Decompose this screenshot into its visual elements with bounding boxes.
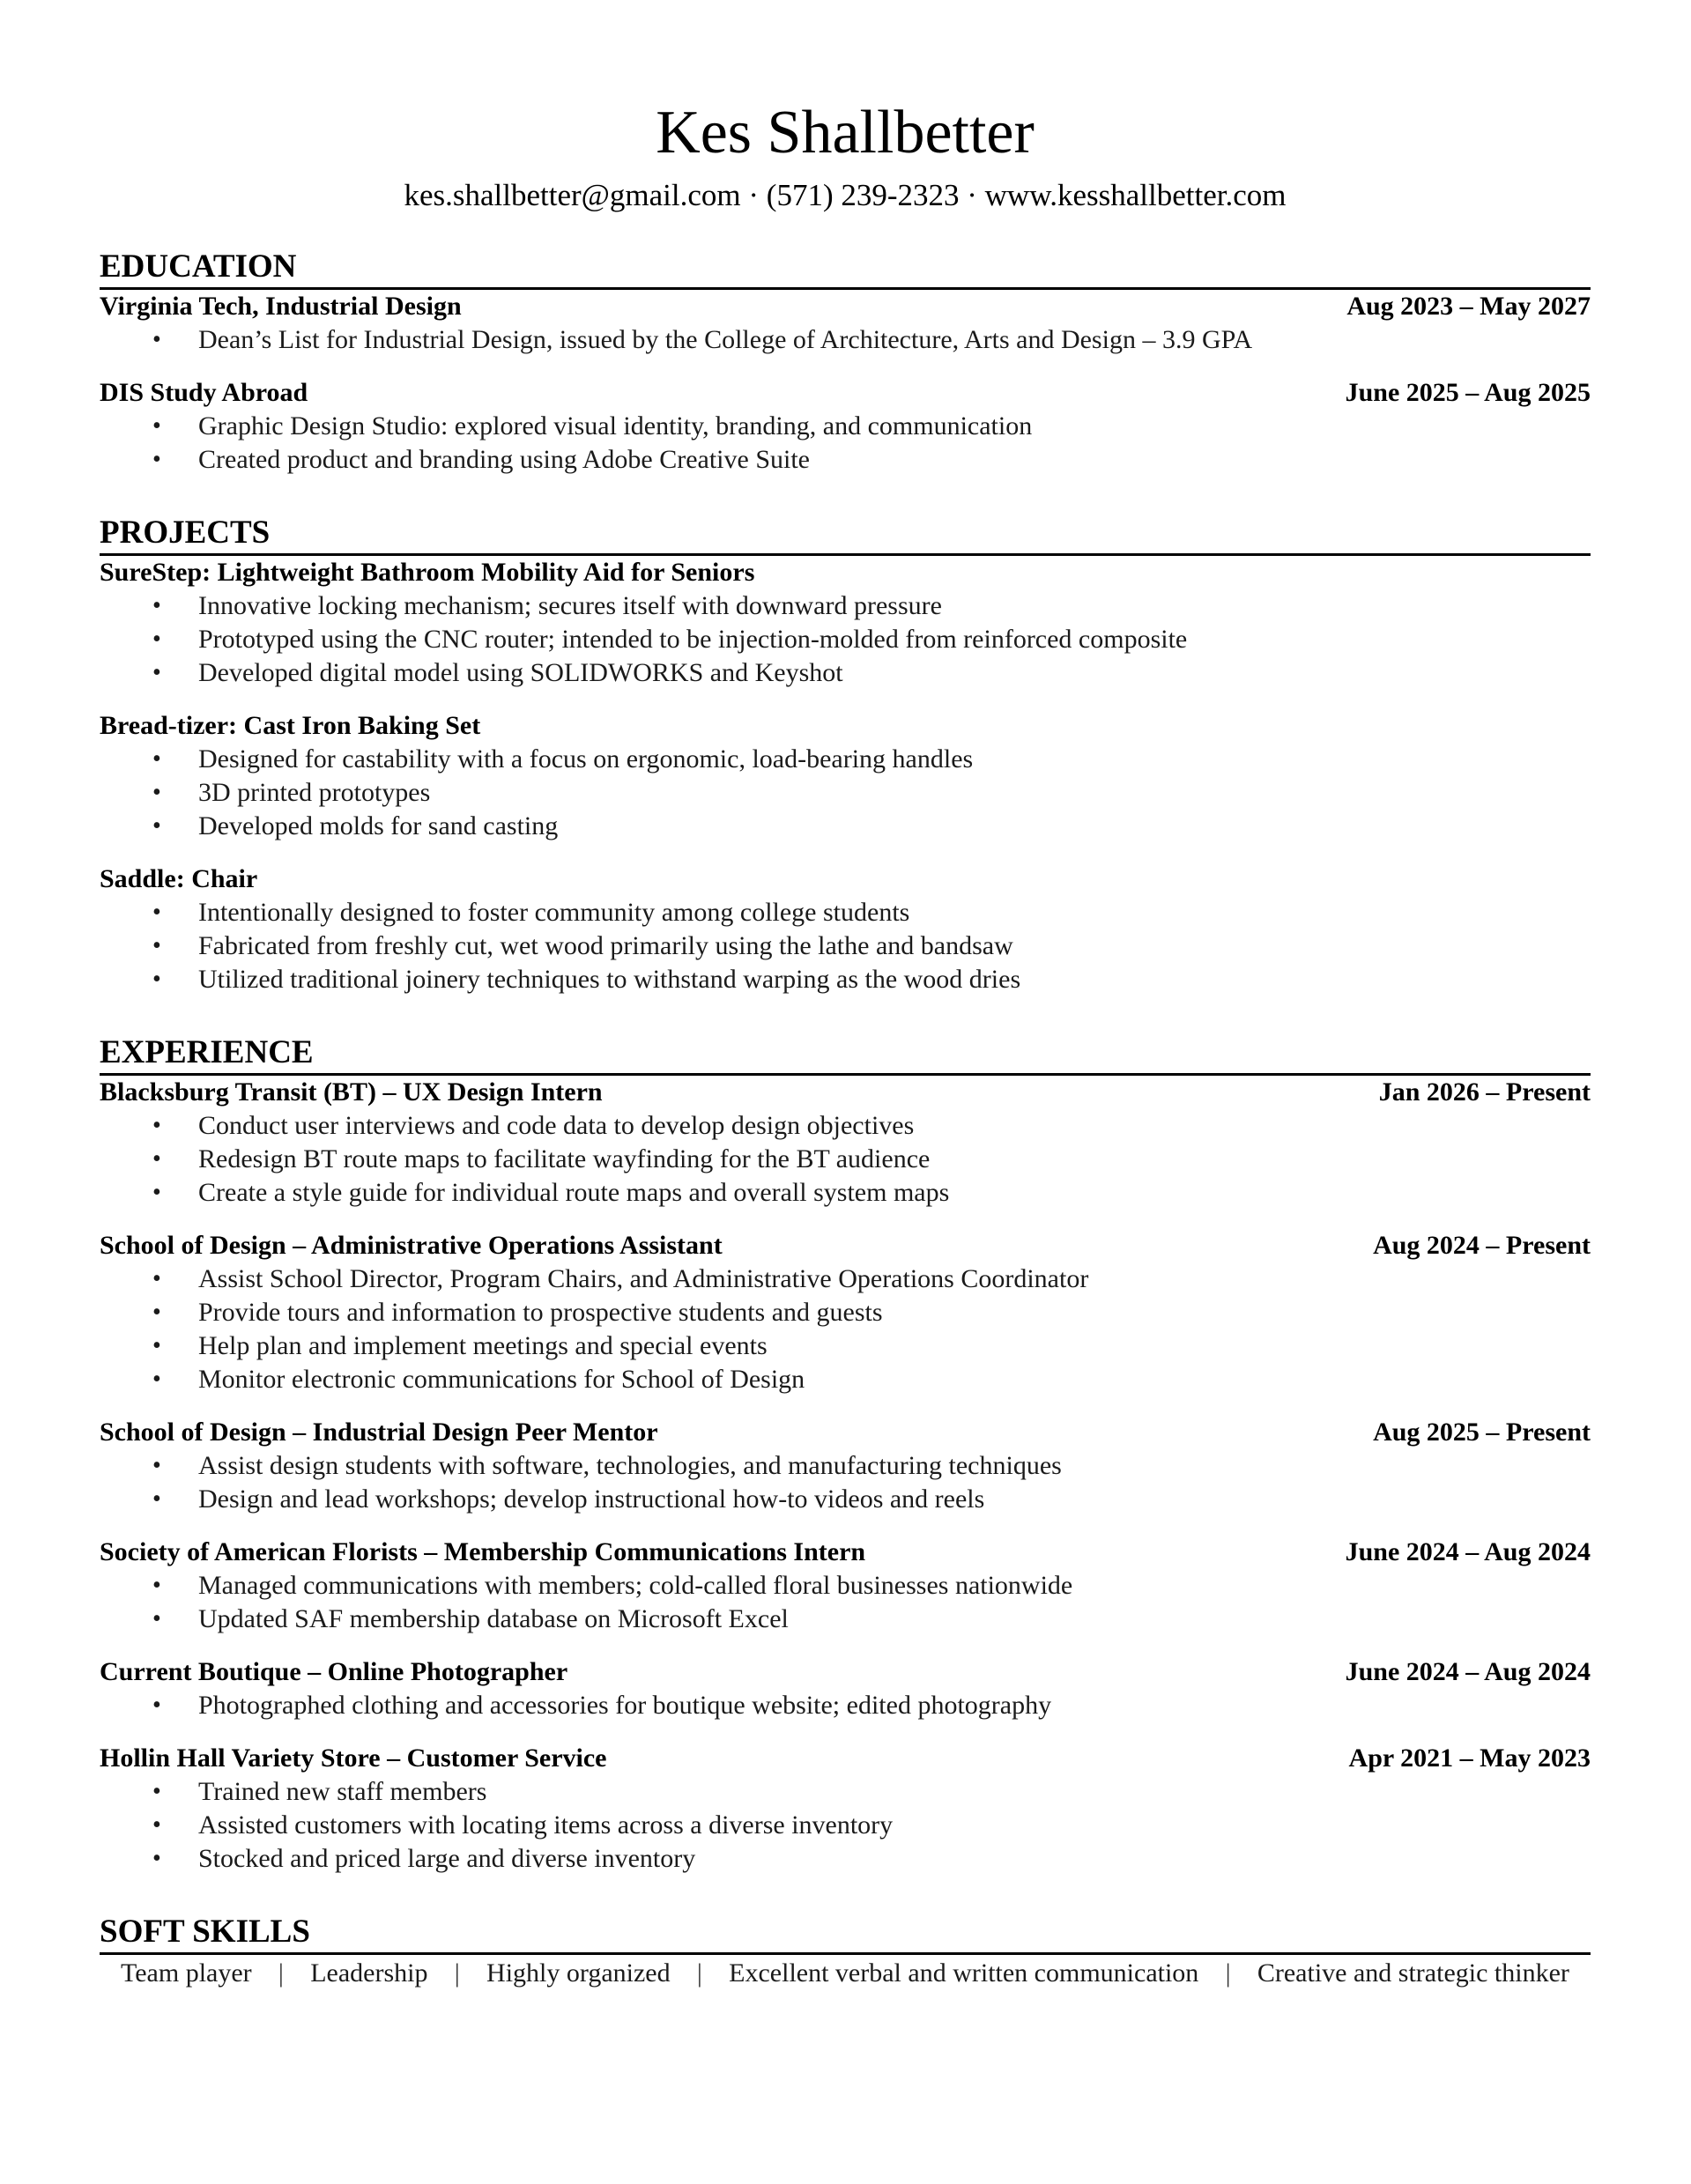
- bullet-item: • Managed communications with members; cold-called floral businesses nationwide: [100, 1569, 1591, 1603]
- bullet-list: [100, 323, 1591, 357]
- bullet-item: • Developed molds for sand casting: [100, 810, 1591, 843]
- entry-heading: Blacksburg Transit (BT) – UX Design Intern: [100, 1077, 603, 1107]
- bullet-item: • Conduct user interviews and code data to develop design objectives: [100, 1109, 1591, 1143]
- bullet-item: • 3D printed prototypes: [100, 776, 1591, 810]
- bullet-list: [100, 1449, 1591, 1516]
- experience-entry: [100, 1229, 1591, 1396]
- entry-header: [100, 556, 1591, 589]
- bullet-icon: •: [152, 1112, 161, 1139]
- bullet-list: [100, 1689, 1591, 1722]
- entry-header: [100, 1655, 1591, 1689]
- bullet-item: • Stocked and priced large and diverse inventory: [100, 1842, 1591, 1876]
- education-section: [100, 247, 1591, 477]
- bullet-icon: •: [152, 1265, 161, 1292]
- entry-date: Aug 2024 – Present: [1373, 1231, 1591, 1260]
- projects-section: [100, 513, 1591, 996]
- project-entry: [100, 709, 1591, 843]
- skill-item: Leadership: [310, 1958, 428, 1988]
- section-title-projects: PROJECTS: [100, 513, 1591, 556]
- entry-heading: SureStep: Lightweight Bathroom Mobility Aid for Seniors: [100, 558, 755, 587]
- bullet-icon: •: [152, 1572, 161, 1599]
- skill-item: Highly organized: [486, 1958, 671, 1988]
- skill-item: Team player: [121, 1958, 252, 1988]
- bullet-icon: •: [152, 626, 161, 653]
- entry-header: [100, 376, 1591, 410]
- bullet-icon: •: [152, 1778, 161, 1805]
- bullet-icon: •: [152, 1299, 161, 1326]
- bullet-item: • Assist design students with software, technologies, and manufacturing techniques: [100, 1449, 1591, 1483]
- bullet-icon: •: [152, 1366, 161, 1393]
- bullet-icon: •: [152, 659, 161, 686]
- bullet-item: • Assist School Director, Program Chairs, and Administrative Operations Coordinator: [100, 1262, 1591, 1296]
- bullet-icon: •: [152, 1179, 161, 1206]
- bullet-icon: •: [152, 812, 161, 840]
- bullet-item: • Redesign BT route maps to facilitate wayfinding for the BT audience: [100, 1143, 1591, 1176]
- education-entry: [100, 290, 1591, 357]
- entry-header: [100, 862, 1591, 896]
- bullet-icon: •: [152, 966, 161, 993]
- bullet-icon: •: [152, 932, 161, 959]
- skill-item: Excellent verbal and written communication: [729, 1958, 1199, 1988]
- entry-date: Apr 2021 – May 2023: [1348, 1743, 1591, 1773]
- bullet-item: • Trained new staff members: [100, 1775, 1591, 1809]
- entry-header: [100, 1536, 1591, 1569]
- bullet-icon: •: [152, 1845, 161, 1872]
- entry-header: [100, 1416, 1591, 1449]
- entry-date: Jan 2026 – Present: [1378, 1077, 1591, 1107]
- entry-date: June 2024 – Aug 2024: [1345, 1537, 1591, 1566]
- experience-entry: [100, 1416, 1591, 1516]
- bullet-icon: •: [152, 326, 161, 353]
- entry-header: [100, 709, 1591, 743]
- bullet-list: [100, 1569, 1591, 1636]
- bullet-item: • Dean’s List for Industrial Design, issued by the College of Architecture, Arts and Design – 3.9 GPA: [100, 323, 1591, 357]
- project-entry: [100, 862, 1591, 996]
- section-title-soft-skills: SOFT SKILLS: [100, 1912, 1591, 1955]
- bullet-list: [100, 589, 1591, 690]
- bullet-item: • Monitor electronic communications for School of Design: [100, 1363, 1591, 1396]
- bullet-icon: •: [152, 779, 161, 806]
- bullet-list: [100, 743, 1591, 843]
- bullet-item: • Design and lead workshops; develop instructional how-to videos and reels: [100, 1483, 1591, 1516]
- bullet-icon: •: [152, 1332, 161, 1359]
- bullet-list: [100, 1775, 1591, 1876]
- soft-skills-section: [100, 1912, 1591, 1990]
- bullet-icon: •: [152, 412, 161, 440]
- entry-heading: Bread-tizer: Cast Iron Baking Set: [100, 711, 481, 740]
- bullet-icon: •: [152, 446, 161, 473]
- bullet-item: • Prototyped using the CNC router; intended to be injection-molded from reinforced composite: [100, 623, 1591, 656]
- bullet-icon: •: [152, 899, 161, 926]
- bullet-item: • Assisted customers with locating items across a diverse inventory: [100, 1809, 1591, 1842]
- skill-separator: |: [696, 1958, 702, 1988]
- entry-header: [100, 1742, 1591, 1775]
- bullet-item: • Intentionally designed to foster community among college students: [100, 896, 1591, 929]
- bullet-item: • Help plan and implement meetings and special events: [100, 1329, 1591, 1363]
- experience-entry: [100, 1655, 1591, 1722]
- bullet-item: • Created product and branding using Adobe Creative Suite: [100, 443, 1591, 477]
- skill-separator: |: [278, 1958, 284, 1988]
- section-title-education: EDUCATION: [100, 247, 1591, 290]
- bullet-list: [100, 1109, 1591, 1210]
- bullet-item: • Developed digital model using SOLIDWORKS and Keyshot: [100, 656, 1591, 690]
- bullet-list: [100, 896, 1591, 996]
- bullet-icon: •: [152, 745, 161, 773]
- resume-name: Kes Shallbetter: [656, 99, 1035, 167]
- resume-page: [100, 0, 1591, 1990]
- skills-row: [100, 1955, 1591, 1990]
- experience-entry: [100, 1536, 1591, 1636]
- entry-heading: Society of American Florists – Membership Communications Intern: [100, 1537, 866, 1566]
- entry-heading: Current Boutique – Online Photographer: [100, 1657, 568, 1686]
- experience-section: [100, 1033, 1591, 1876]
- bullet-icon: •: [152, 1692, 161, 1719]
- bullet-list: [100, 410, 1591, 477]
- bullet-item: • Graphic Design Studio: explored visual identity, branding, and communication: [100, 410, 1591, 443]
- bullet-icon: •: [152, 1485, 161, 1513]
- entry-header: [100, 290, 1591, 323]
- skill-separator: |: [454, 1958, 460, 1988]
- entry-date: June 2025 – Aug 2025: [1345, 378, 1591, 407]
- section-title-experience: EXPERIENCE: [100, 1033, 1591, 1076]
- entry-header: [100, 1229, 1591, 1262]
- project-entry: [100, 556, 1591, 690]
- bullet-item: • Utilized traditional joinery techniques to withstand warping as the wood dries: [100, 963, 1591, 996]
- bullet-list: [100, 1262, 1591, 1396]
- bullet-item: • Fabricated from freshly cut, wet wood primarily using the lathe and bandsaw: [100, 929, 1591, 963]
- entry-heading: DIS Study Abroad: [100, 378, 308, 407]
- bullet-icon: •: [152, 1605, 161, 1632]
- contact-line: kes.shallbetter@gmail.com · (571) 239-2323 · www.kesshallbetter.com: [404, 178, 1287, 212]
- bullet-item: • Designed for castability with a focus on ergonomic, load-bearing handles: [100, 743, 1591, 776]
- bullet-icon: •: [152, 1145, 161, 1173]
- entry-heading: School of Design – Industrial Design Peer Mentor: [100, 1418, 658, 1447]
- education-entry: [100, 376, 1591, 477]
- bullet-icon: •: [152, 592, 161, 619]
- entry-date: Aug 2025 – Present: [1373, 1418, 1591, 1447]
- entry-heading: Hollin Hall Variety Store – Customer Service: [100, 1743, 607, 1773]
- entry-date: June 2024 – Aug 2024: [1345, 1657, 1591, 1686]
- bullet-item: • Innovative locking mechanism; secures itself with downward pressure: [100, 589, 1591, 623]
- skill-separator: |: [1225, 1958, 1231, 1988]
- bullet-item: • Provide tours and information to prospective students and guests: [100, 1296, 1591, 1329]
- entry-heading: School of Design – Administrative Operations Assistant: [100, 1231, 723, 1260]
- skill-item: Creative and strategic thinker: [1257, 1958, 1569, 1988]
- entry-heading: Saddle: Chair: [100, 864, 258, 893]
- experience-entry: [100, 1076, 1591, 1210]
- experience-entry: [100, 1742, 1591, 1876]
- bullet-item: • Photographed clothing and accessories for boutique website; edited photography: [100, 1689, 1591, 1722]
- entry-header: [100, 1076, 1591, 1109]
- bullet-item: • Updated SAF membership database on Microsoft Excel: [100, 1603, 1591, 1636]
- bullet-icon: •: [152, 1811, 161, 1839]
- entry-date: Aug 2023 – May 2027: [1346, 292, 1591, 321]
- entry-heading: Virginia Tech, Industrial Design: [100, 292, 462, 321]
- bullet-item: • Create a style guide for individual route maps and overall system maps: [100, 1176, 1591, 1210]
- bullet-icon: •: [152, 1452, 161, 1479]
